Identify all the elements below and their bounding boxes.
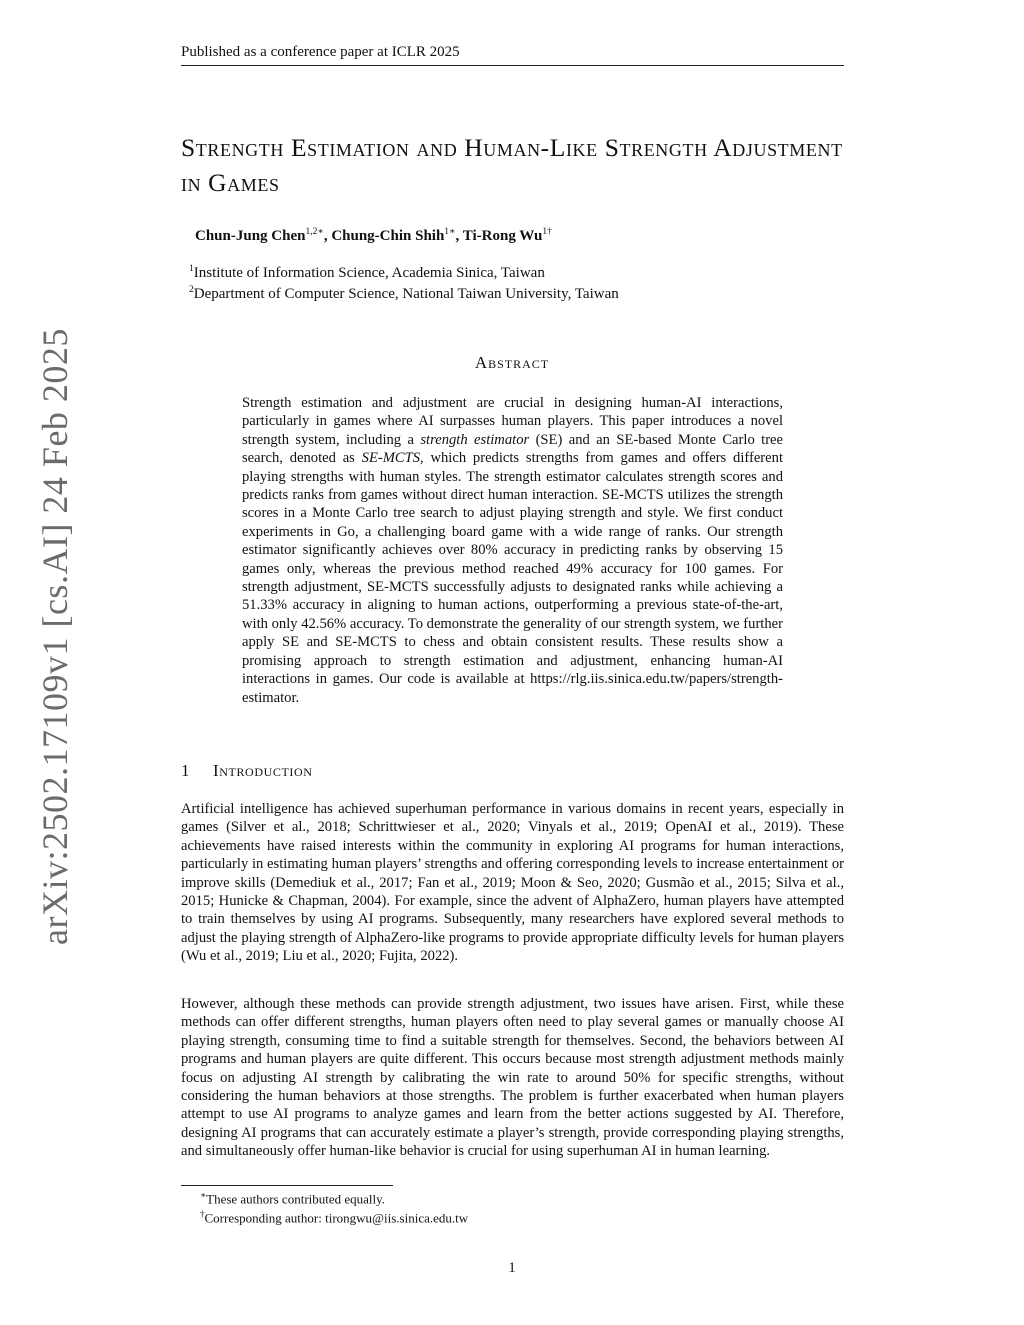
abstract-body [242,394,783,707]
body-paragraph: Artificial intelligence has achieved superhuman performance in various domains in recent years, especially in games (Silver et al., 2018; Schrittwieser et al., 2020; Vinyals et al., 2019; OpenAI et al., 2019). These achievements have raised interests within the community in exploring AI programs for human interactions, particularly in estimating human players’ strengths and offering corresponding levels to increase entertainment or improve skills (Demediuk et al., 2017; Fan et al., 2019; Moon & Seo, 2020; Gusmão et al., 2015; Silva et al., 2015; Hunicke & Chapman, 2004). For example, since the advent of AlphaZero, human players have attempted to train themselves by using AI programs. Subsequently, many researchers have explored several methods to adjust the playing strength of AlphaZero-like programs to provide appropriate difficulty levels for human players (Wu et al., 2019; Liu et al., 2020; Fujita, 2022). [181,801,844,965]
affiliation-mark: 1 [189,264,194,274]
author-note-mark: † [547,227,552,237]
affiliation [189,285,619,303]
author-name: Chun-Jung Chen [195,228,306,244]
abstract-text: Strength estimation and adjustment are crucial in designing human-AI interactions, particularly in games where AI surpasses human players. This paper introduces a novel strength system, including a [242,395,783,448]
author-affil-mark: 1 [542,227,548,237]
footnote-mark: † [200,1209,205,1219]
running-header: Published as a conference paper at ICLR 2025 [181,44,460,60]
abstract-emphasis: SE-MCTS [361,450,421,467]
footnote [200,1209,468,1226]
author-affil-mark: 1,2 [305,227,318,237]
affiliation-mark: 2 [189,285,194,295]
author-name: Ti-Rong Wu [462,228,543,244]
author-note-mark: ∗ [449,227,456,237]
section-title: Introduction [213,761,313,780]
page-number: 1 [508,1260,516,1276]
author-note-mark: ∗ [317,227,324,237]
section-heading [181,761,313,781]
paper-title: Strength Estimation and Human-Like Strength Adjustment in Games [181,133,843,197]
affiliation-text: Department of Computer Science, National Taiwan University, Taiwan [193,286,619,302]
section-number: 1 [181,761,191,780]
footnote-text: Corresponding author: tirongwu@iis.sinica.edu.tw [204,1210,469,1226]
header-rule [181,65,844,66]
author-name: Chung-Chin Shih [331,228,445,244]
abstract-text: , which predicts strengths from games and offers different playing strengths with human styles. The strength estimator calculates strength scores and predicts ranks from games without direct human interaction. SE-MCTS utilizes the strength scores in a Monte Carlo tree search to adjust playing strength and style. We first conduct experiments in Go, a challenging board game with a wide range of ranks. Our strength estimator significantly achieves over 80% accuracy in predicting ranks by observing 15 games only, whereas the previous method reached 49% accuracy for 100 games. For strength adjustment, SE-MCTS successfully adjusts to designated ranks while achieving a 51.33% accuracy in aligning to human actions, outperforming a previous state-of-the-art, with only 42.56% accuracy. To demonstrate the generality of our strength system, we further apply SE and SE-MCTS to chess and obtain consistent results. These results show a promising approach to strength estimation and adjustment, enhancing human-AI interactions in games. Our code is available at https://rlg.iis.sinica.edu.tw/papers/strength-estimator. [242,450,783,706]
affiliation [189,264,545,282]
footnote [200,1190,385,1207]
footnote-mark: ∗ [200,1190,207,1200]
abstract-heading: Abstract [474,353,550,372]
body-paragraph: However, although these methods can provide strength adjustment, two issues have arisen. First, while these methods can offer different strengths, human players often need to play several games or manually choose AI playing strength, consuming time to find a suitable strength for themselves. Second, the behaviors between AI programs and human players are quite different. This occurs because most strength adjustment methods mainly focus on adjusting AI strength by calibrating the win rate to around 50% for specific strengths, without considering the human behaviors at those strengths. The problem is further exacerbated when human players attempt to use AI programs to analyze games and learn from the better actions suggested by AI. Therefore, designing AI programs that can accurately estimate a player’s strength, provide corresponding playing strengths, and simultaneously offer human-like behavior is crucial for using superhuman AI in human learning. [181,996,844,1160]
author-list: Chun-Jung Chen$^{1,2∗}$, Chung-Chin Shih$^{1∗}$, Ti-Rong $Wu^{1\dagger}$ [195,227,552,244]
abstract-text: (SE) and an SE-based Monte Carlo tree search, denoted as [242,431,784,467]
abstract-emphasis: strength estimator [420,431,530,448]
affiliation-text: Institute of Information Science, Academia Sinica, Taiwan [193,265,545,281]
footnote-text: These authors contributed equally. [206,1191,386,1207]
arxiv-identifier-stamp: arXiv:2502.17109v1 [cs.AI] 24 Feb 2025 [35,328,75,945]
footnote-rule [181,1185,393,1186]
author-affil-mark: 1 [444,227,450,237]
